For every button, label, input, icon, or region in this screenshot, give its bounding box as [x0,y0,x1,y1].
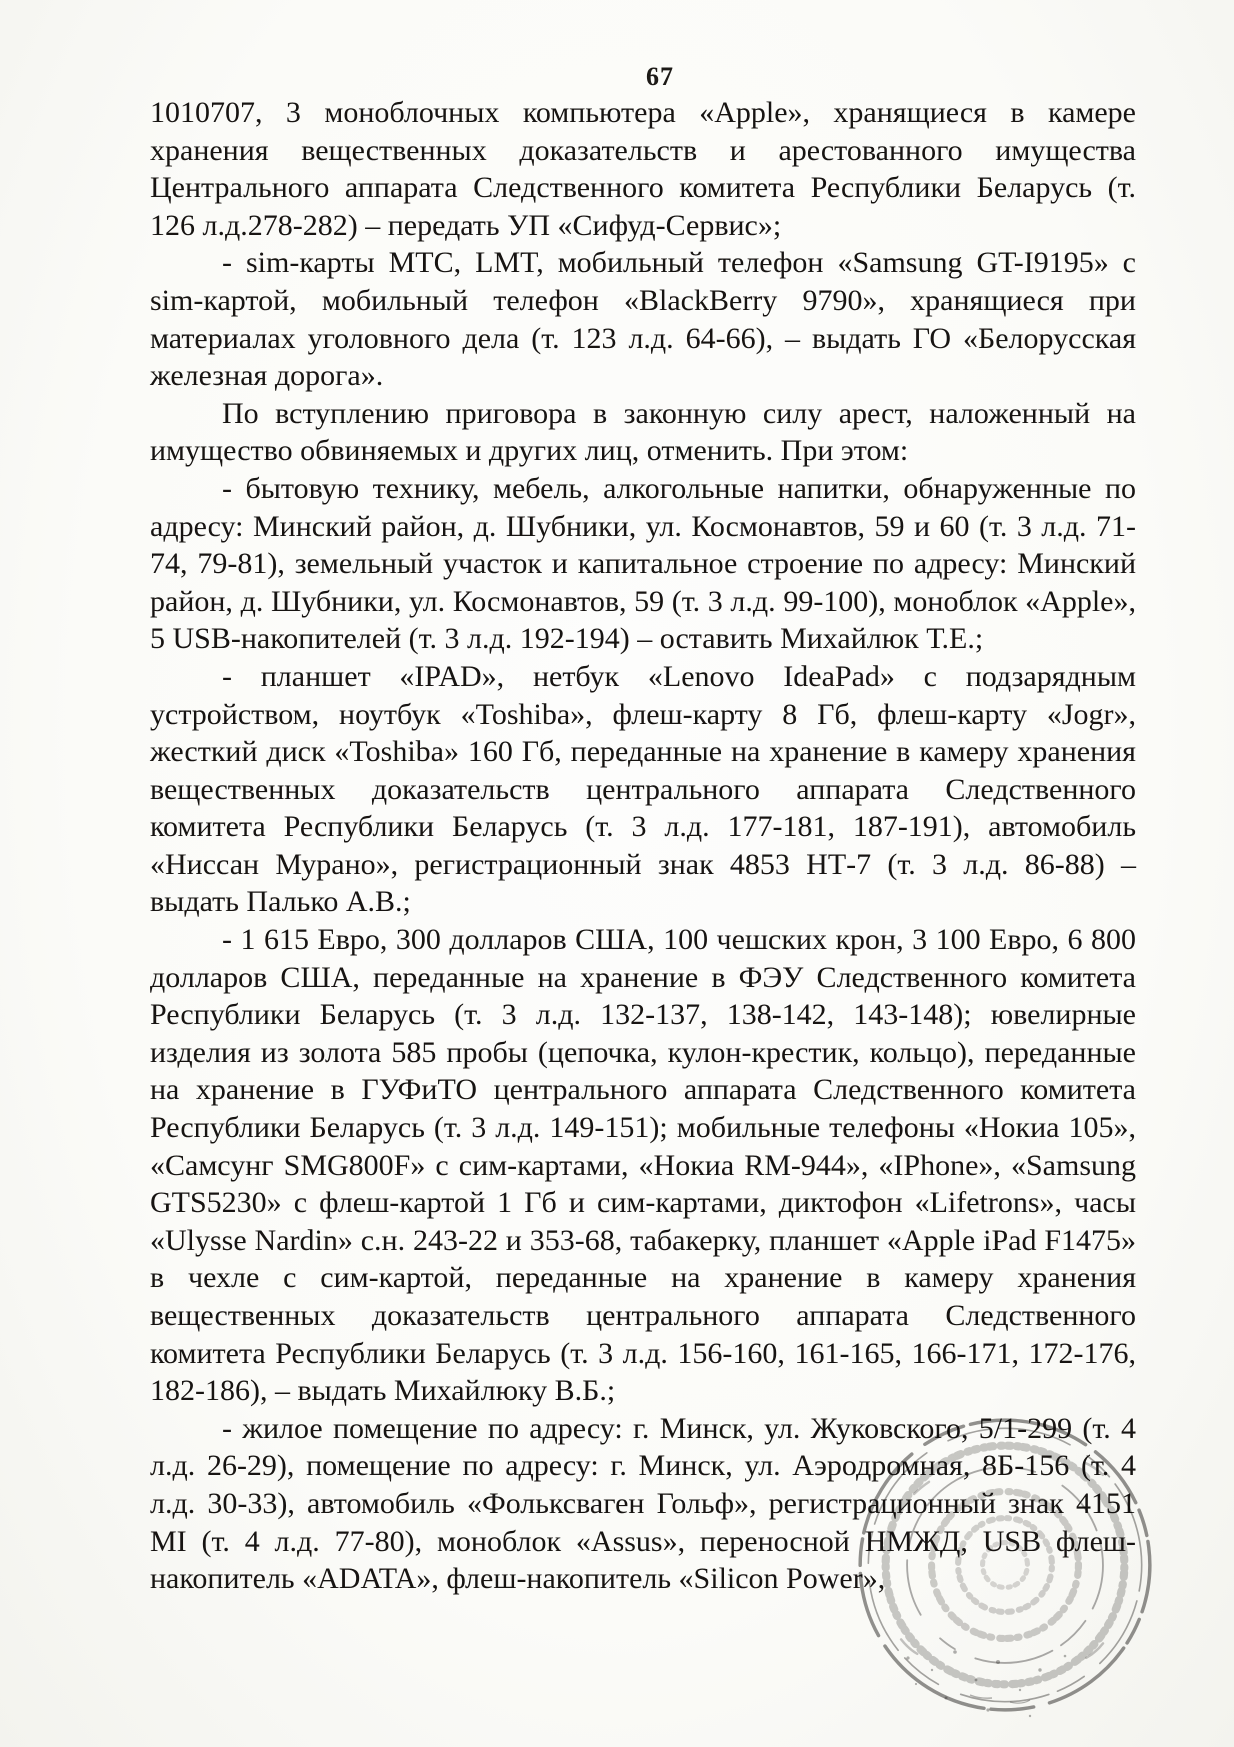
document-body [150,94,1136,1598]
paragraph: 1010707, 3 моноблочных компьютера «Apple», хранящиеся в камере хранения вещественных доказательств и арестованного имущества Центрального аппарата Следственного комитета Республики Беларусь (т. 126 л.д.278-282) – передать УП «Сифуд-Сервис»; [150,96,1136,242]
paragraph: По вступлению приговора в законную силу арест, наложенный на имущество обвиняемых и других лиц, отменить. При этом: [150,396,1136,468]
paragraph: - планшет «IPAD», нетбук «Lenovo IdeaPad» с подзарядным устройством, ноутбук «Toshiba», флеш-карту 8 Гб, флеш-карту «Jogr», жесткий диск «Toshiba» 160 Гб, переданные на хранение в камеру хранения вещественных доказательств центрального аппарата Следственного комитета Республики Беларусь (т. 3 л.д. 177-181, 187-191), автомобиль «Ниссан Мурано», регистрационный знак 4853 НТ-7 (т. 3 л.д. 86-88) – выдать Палько А.В.; [150,659,1136,919]
paragraph: - бытовую технику, мебель, алкогольные напитки, обнаруженные по адресу: Минский район, д. Шубники, ул. Космонавтов, 59 и 60 (т. 3 л.д. 71-74, 79-81), земельный участок и капитальное строение по адресу: Минский район, д. Шубники, ул. Космонавтов, 59 (т. 3 л.д. 99-100), моноблок «Apple», 5 USB-накопителей (т. 3 л.д. 192-194) – оставить Михайлюк Т.Е.; [150,471,1136,656]
paragraph: - жилое помещение по адресу: г. Минск, ул. Жуковского, 5/1-299 (т. 4 л.д. 26-29), помещение по адресу: г. Минск, ул. Аэродромная, 8Б-156 (т. 4 л.д. 30-33), автомобиль «Фольксваген Гольф», регистрационный знак 4151 МІ (т. 4 л.д. 77-80), моноблок «Assus», переносной НМЖД, USB флеш-накопитель «ADATA», флеш-накопитель «Silicon Power», [150,1411,1136,1596]
paragraph: - 1 615 Евро, 300 долларов США, 100 чешских крон, 3 100 Евро, 6 800 долларов США, переданные на хранение в ФЭУ Следственного комитета Республики Беларусь (т. 3 л.д. 132-137, 138-142, 143-148); ювелирные изделия из золота 585 пробы (цепочка, кулон-крестик, кольцо), переданные на хранение в ГУФиТО центрального аппарата Следственного комитета Республики Беларусь (т. 3 л.д. 149-151); мобильные телефоны «Нокиа 105», «Самсунг SMG800F» с сим-картами, «Нокиа RM-944», «IPhone», «Samsung GTS5230» с флеш-картой 1 Гб и сим-картами, диктофон «Lifetrons», часы «Ulysse Nardin» с.н. 243-22 и 353-68, табакерку, планшет «Apple iPad F1475» в чехле с сим-картой, переданные на хранение в камеру хранения вещественных доказательств центрального аппарата Следственного комитета Республики Беларусь (т. 3 л.д. 156-160, 161-165, 166-171, 172-176, 182-186), – выдать Михайлюку В.Б.; [150,923,1136,1408]
page-number: 67 [646,62,674,91]
paragraph: - sim-карты МТС, LMT, мобильный телефон «Samsung GT-I9195» с sim-картой, мобильный телефон «BlackBerry 9790», хранящиеся при материалах уголовного дела (т. 123 л.д. 64-66), – выдать ГО «Белорусская железная дорога». [150,246,1136,393]
ink-speckle [880,1640,1100,1730]
